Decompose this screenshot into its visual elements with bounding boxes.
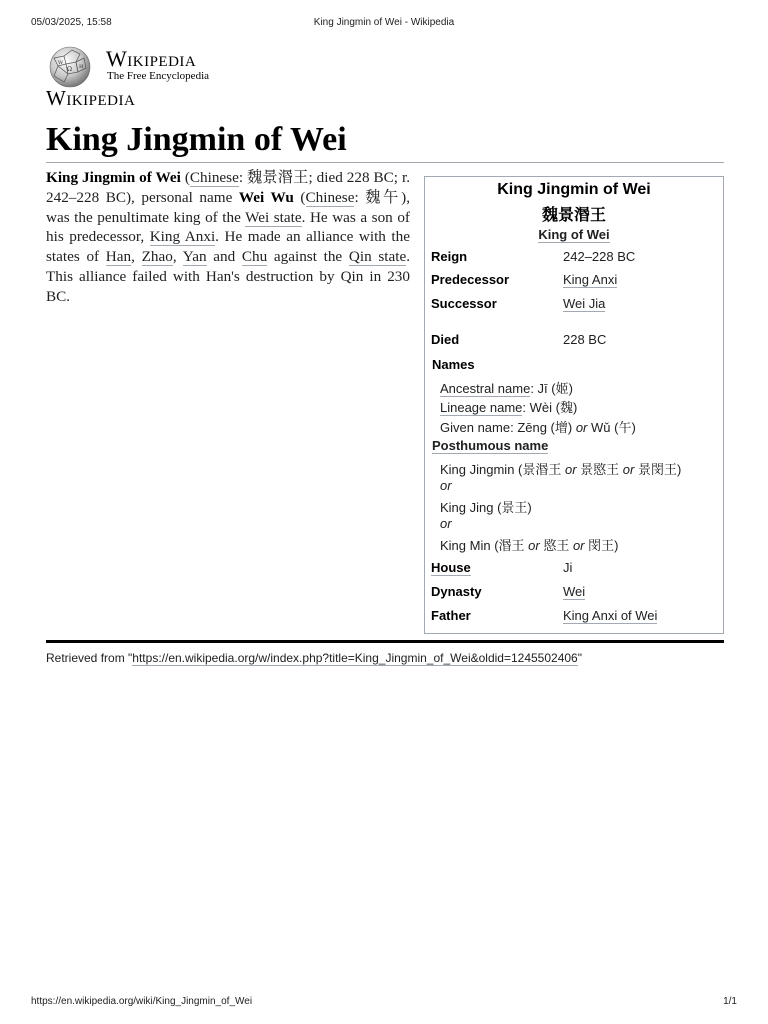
lead-text: , (131, 248, 142, 266)
reign-label: Reign (431, 249, 468, 264)
print-url: https://en.wikipedia.org/wiki/King_Jingmin_of_Wei (31, 996, 253, 1007)
house-label-link[interactable]: House (431, 560, 471, 575)
infobox-chinese-title: 魏景湣王 (541, 207, 606, 224)
han-link[interactable]: Han (105, 248, 132, 266)
wikipedia-wordmark: Wikipedia (106, 46, 197, 71)
content-bottom-divider (46, 640, 724, 643)
given-name-value-2: Wǔ (午) (587, 420, 636, 435)
chinese-link-2[interactable]: Chinese (305, 188, 355, 206)
died-label: Died (431, 332, 460, 347)
successor-link[interactable]: Wei Jia (563, 296, 606, 311)
lead-text: . This alliance failed with Han's destruction by Qin in 230 BC. (46, 248, 410, 305)
print-page-title: King Jingmin of Wei - Wikipedia (313, 17, 455, 28)
successor-label: Successor (431, 296, 497, 311)
subject-name: King Jingmin of Wei (46, 169, 181, 186)
posthumous-name-1 (440, 459, 681, 478)
yan-link[interactable]: Yan (182, 248, 207, 266)
infobox-row-reign (431, 249, 717, 267)
or-text: or (622, 462, 635, 477)
chinese-link[interactable]: Chinese (189, 169, 239, 186)
qin-state-link[interactable]: Qin state (348, 248, 407, 266)
or-text: or (575, 420, 588, 435)
lineage-name-link[interactable]: Lineage name (440, 400, 523, 415)
father-label: Father (431, 608, 471, 623)
retrieved-url-link[interactable]: https://en.wikipedia.org/w/index.php?title=King_Jingmin_of_Wei&oldid=1245502406 (132, 651, 578, 665)
post1-b: 景愍王 (576, 462, 623, 477)
predecessor-label: Predecessor (431, 272, 510, 287)
or-text: or (572, 538, 585, 553)
lead-paragraph (46, 168, 410, 307)
lead-text: against the (267, 248, 349, 266)
reign-value: 242–228 BC (563, 249, 636, 264)
personal-name: Wei Wu (238, 188, 294, 206)
post3-b: 愍王 (539, 538, 573, 553)
zhao-link[interactable]: Zhao (141, 248, 173, 266)
lineage-name-value: : Wèi (魏) (522, 400, 578, 415)
posthumous-name-link[interactable]: Posthumous name (432, 438, 549, 453)
or-line-1 (440, 478, 452, 493)
or-text: or (440, 478, 452, 493)
print-header (31, 17, 737, 31)
wikipedia-logo[interactable] (44, 44, 244, 84)
given-name (440, 417, 636, 436)
post3-c: 閔王) (584, 538, 619, 553)
lead-text: , (172, 248, 183, 266)
king-anxi-link[interactable]: King Anxi (149, 228, 216, 246)
ancestral-name-value: : Jī (姬) (530, 381, 573, 396)
lead-text: and (206, 248, 242, 266)
infobox (424, 176, 724, 634)
posthumous-heading (432, 438, 548, 453)
names-heading: Names (432, 357, 475, 372)
infobox-row-father (431, 608, 717, 626)
post3-a: King Min (湣王 (440, 538, 529, 553)
wikipedia-wordmark-secondary: Wikipedia (46, 86, 136, 110)
wikipedia-tagline: The Free Encyclopedia (107, 70, 210, 82)
lead-text: : 魏景湣王; died 228 BC; r. 242–228 BC), personal name (46, 169, 410, 206)
infobox-row-successor (431, 296, 717, 314)
print-footer (31, 996, 737, 1010)
ancestral-name (440, 378, 573, 397)
svg-text:Ω: Ω (67, 66, 72, 73)
infobox-row-house (431, 560, 717, 578)
lead-text: . He was a son of his predecessor, (46, 208, 410, 246)
house-value: Ji (563, 560, 573, 575)
posthumous-name-2: King Jing (景王) (440, 500, 532, 515)
or-text: or (564, 462, 577, 477)
dynasty-label: Dynasty (431, 584, 482, 599)
lead-text: ( (180, 169, 190, 186)
lead-text: . He made an alliance with the states of (46, 228, 410, 266)
wikipedia-globe-icon (44, 44, 96, 88)
or-text: or (528, 538, 540, 553)
retrieved-prefix: Retrieved from " (46, 651, 133, 665)
print-datetime: 05/03/2025, 15:58 (31, 17, 112, 28)
father-link[interactable]: King Anxi of Wei (563, 608, 658, 623)
died-value: 228 BC (563, 332, 607, 347)
retrieved-from (46, 651, 582, 665)
infobox-title: King Jingmin of Wei (497, 181, 651, 198)
chu-link[interactable]: Chu (241, 248, 268, 266)
infobox-row-dynasty (431, 584, 717, 602)
or-line-2 (440, 516, 452, 531)
post1-c: 景閔王) (634, 462, 682, 477)
ancestral-name-link[interactable]: Ancestral name (440, 381, 531, 396)
lead-text: : 魏午), was the penultimate king of the (46, 188, 410, 226)
page-title: King Jingmin of Wei (46, 121, 347, 158)
svg-text:W: W (58, 60, 64, 66)
svg-text:И: И (79, 64, 84, 70)
retrieved-suffix: " (577, 651, 582, 665)
or-text: or (440, 516, 452, 531)
title-divider (46, 162, 724, 163)
print-page-number: 1/1 (723, 996, 737, 1007)
infobox-row-predecessor (431, 272, 717, 290)
given-name-value: Given name: Zēng (增) (440, 420, 576, 435)
post1-a: King Jingmin (景湣王 (440, 462, 565, 477)
infobox-role (425, 227, 723, 242)
king-of-wei-link[interactable]: King of Wei (538, 227, 610, 242)
posthumous-name-3 (440, 535, 618, 554)
wei-state-link[interactable]: Wei state (245, 208, 302, 226)
infobox-row-died (431, 332, 717, 350)
lineage-name (440, 397, 577, 416)
predecessor-link[interactable]: King Anxi (563, 272, 618, 287)
dynasty-link[interactable]: Wei (563, 584, 586, 599)
lead-text: ( (293, 188, 306, 206)
